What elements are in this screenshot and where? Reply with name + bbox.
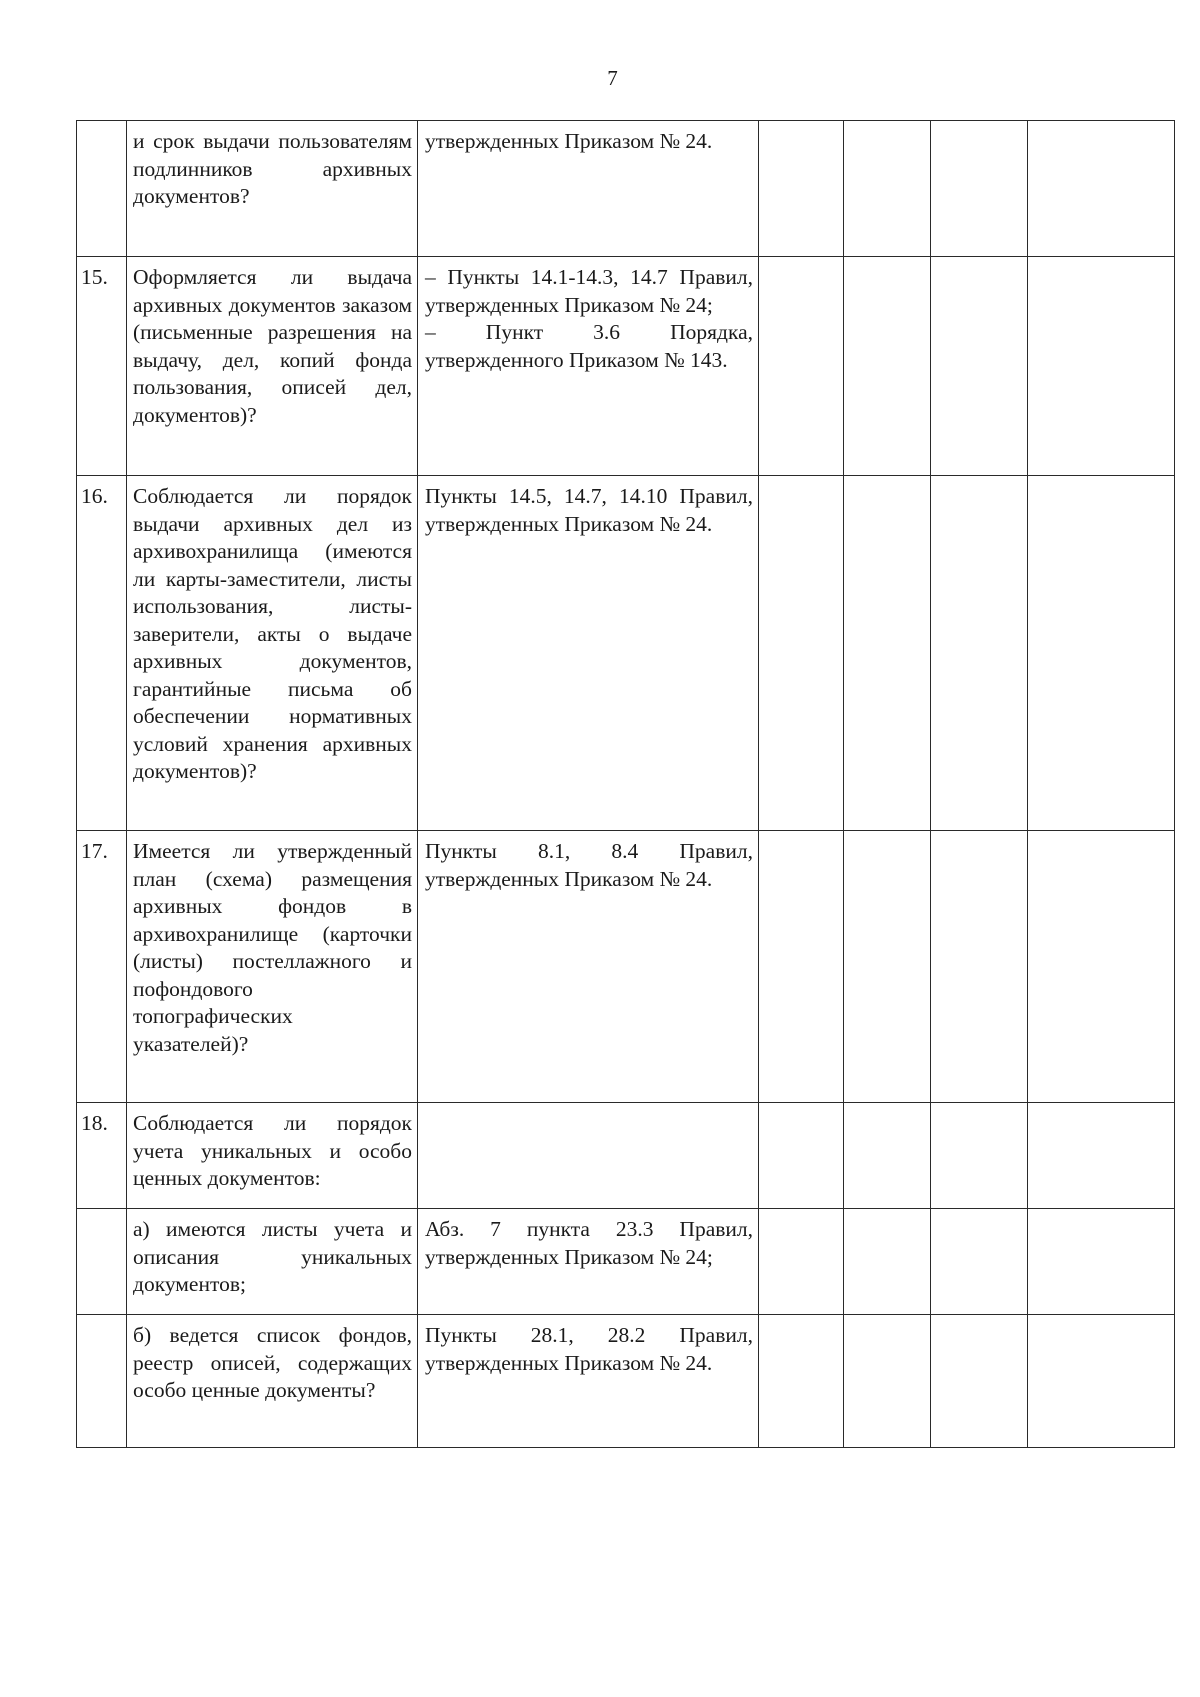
row-number: 15. xyxy=(77,257,127,476)
table-row xyxy=(77,1209,1175,1315)
table-row xyxy=(77,831,1175,1103)
reference-text: – Пункты 14.1-14.3, 14.7 Правил, утвержденных Приказом № 24; xyxy=(425,265,753,317)
empty-cell xyxy=(844,257,931,476)
table-body xyxy=(77,121,1175,1448)
empty-cell xyxy=(759,121,844,257)
empty-cell xyxy=(844,476,931,831)
empty-cell xyxy=(759,1315,844,1448)
reference-text: Пункты 8.1, 8.4 Правил, утвержденных Приказом № 24. xyxy=(425,839,753,891)
empty-cell xyxy=(931,1315,1028,1448)
empty-cell xyxy=(1028,121,1175,257)
empty-cell xyxy=(1028,1103,1175,1209)
reference-text: утвержденных Приказом № 24. xyxy=(425,129,713,153)
empty-cell xyxy=(1028,831,1175,1103)
row-reference xyxy=(418,831,759,1103)
question-text: и срок выдачи пользователям подлинников архивных документов? xyxy=(133,129,412,208)
question-text: Соблюдается ли порядок выдачи архивных дел из архивохранилища (имеются ли карты-заместители, листы использования, листы-заверители, акты о выдаче архивных документов, гарантийные письма об обеспечении нормативных условий хранения архивных документов)? xyxy=(133,484,412,783)
empty-cell xyxy=(931,831,1028,1103)
empty-cell xyxy=(1028,1315,1175,1448)
empty-cell xyxy=(844,831,931,1103)
row-number: 18. xyxy=(77,1103,127,1209)
row-question xyxy=(127,1315,418,1448)
question-text: Соблюдается ли порядок учета уникальных и особо ценных документов: xyxy=(133,1111,412,1190)
table-row xyxy=(77,121,1175,257)
empty-cell xyxy=(1028,257,1175,476)
row-number xyxy=(77,1209,127,1315)
row-number: 16. xyxy=(77,476,127,831)
table-row xyxy=(77,476,1175,831)
checklist-table xyxy=(76,120,1175,1448)
empty-cell xyxy=(931,121,1028,257)
empty-cell xyxy=(931,257,1028,476)
empty-cell xyxy=(844,1103,931,1209)
question-text: б) ведется список фондов, реестр описей, содержащих особо ценные документы? xyxy=(133,1323,412,1402)
row-reference xyxy=(418,476,759,831)
empty-cell xyxy=(759,476,844,831)
row-question xyxy=(127,257,418,476)
empty-cell xyxy=(1028,1209,1175,1315)
row-reference xyxy=(418,121,759,257)
empty-cell xyxy=(844,1209,931,1315)
reference-text: Абз. 7 пункта 23.3 Правил, утвержденных Приказом № 24; xyxy=(425,1217,753,1269)
page-number: 7 xyxy=(607,66,618,90)
question-text: Имеется ли утвержденный план (схема) размещения архивных фондов в архивохранилище (карточки (листы) постеллажного и пофондового топографических указателей)? xyxy=(133,839,412,1056)
row-question xyxy=(127,831,418,1103)
row-number xyxy=(77,121,127,257)
question-text: Оформляется ли выдача архивных документов заказом (письменные разрешения на выдачу, дел, копий фонда пользования, описей дел, документов)? xyxy=(133,265,412,427)
reference-text: Пункты 28.1, 28.2 Правил, утвержденных Приказом № 24. xyxy=(425,1323,753,1375)
empty-cell xyxy=(759,1103,844,1209)
reference-text: Пункты 14.5, 14.7, 14.10 Правил, утвержденных Приказом № 24. xyxy=(425,484,753,536)
table-row xyxy=(77,257,1175,476)
row-reference xyxy=(418,1209,759,1315)
empty-cell xyxy=(759,257,844,476)
row-number xyxy=(77,1315,127,1448)
row-reference xyxy=(418,1103,759,1209)
empty-cell xyxy=(759,831,844,1103)
empty-cell xyxy=(1028,476,1175,831)
row-question xyxy=(127,1209,418,1315)
empty-cell xyxy=(931,1103,1028,1209)
table-row xyxy=(77,1103,1175,1209)
empty-cell xyxy=(844,1315,931,1448)
row-number: 17. xyxy=(77,831,127,1103)
row-question xyxy=(127,476,418,831)
table-row xyxy=(77,1315,1175,1448)
empty-cell xyxy=(759,1209,844,1315)
row-question xyxy=(127,121,418,257)
row-reference xyxy=(418,257,759,476)
empty-cell xyxy=(844,121,931,257)
row-question xyxy=(127,1103,418,1209)
question-text: а) имеются листы учета и описания уникальных документов; xyxy=(133,1217,412,1296)
empty-cell xyxy=(931,1209,1028,1315)
row-reference xyxy=(418,1315,759,1448)
reference-text: – Пункт 3.6 Порядка, утвержденного Приказом № 143. xyxy=(425,320,753,372)
empty-cell xyxy=(931,476,1028,831)
